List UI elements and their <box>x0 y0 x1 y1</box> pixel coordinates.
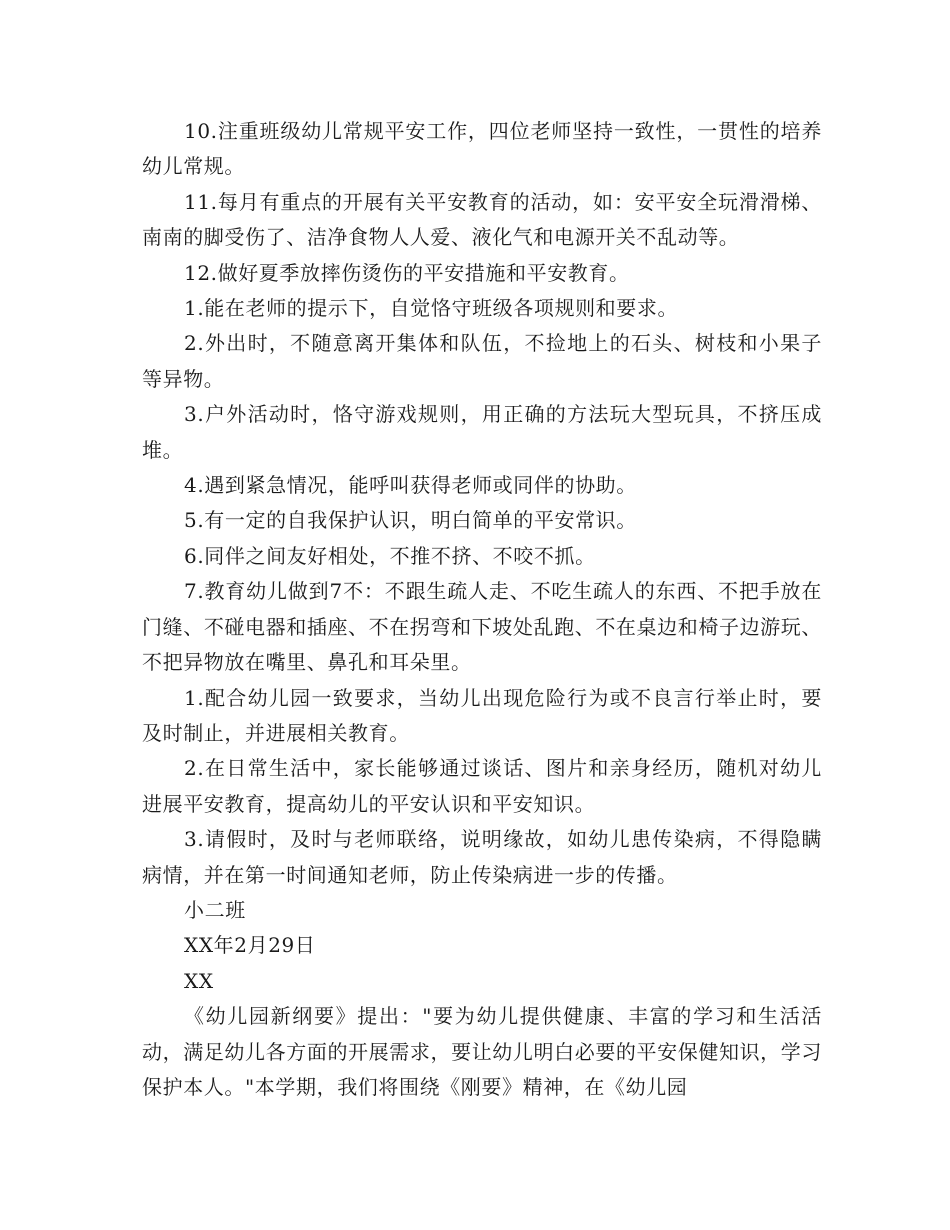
intro-paragraph: 《幼儿园新纲要》提出："要为幼儿提供健康、丰富的学习和生活活动，满足幼儿各方面的开展需求，要让幼儿明白必要的平安保健知识，学习保护本人。"本学期，我们将围绕《刚要》精神，在《幼儿园 <box>142 1004 822 1099</box>
document-body <box>142 114 822 1105</box>
child-rule-6: 6.同伴之间友好相处，不推不挤、不咬不抓。 <box>184 543 596 568</box>
class-name: 小二班 <box>184 897 246 922</box>
author-line: XX <box>184 968 214 993</box>
child-rule-4: 4.遇到紧急情况，能呼叫获得老师或同伴的协助。 <box>184 473 637 498</box>
child-rule-5: 5.有一定的自我保护认识，明白简单的平安常识。 <box>184 508 637 533</box>
child-rule-3: 3.户外活动时，恪守游戏规则，用正确的方法玩大型玩具，不挤压成堆。 <box>142 402 822 462</box>
child-rule-2: 2.外出时，不随意离开集体和队伍，不捡地上的石头、树枝和小果子等异物。 <box>142 331 822 391</box>
paragraph-item-10: 10.注重班级幼儿常规平安工作，四位老师坚持一致性，一贯性的培养幼儿常规。 <box>142 119 822 179</box>
parent-rule-3: 3.请假时，及时与老师联络，说明缘故，如幼儿患传染病，不得隐瞒病情，并在第一时间通知老师，防止传染病进一步的传播。 <box>142 827 822 887</box>
paragraph-item-12: 12.做好夏季放摔伤烫伤的平安措施和平安教育。 <box>184 260 630 285</box>
child-rule-1: 1.能在老师的提示下，自觉恪守班级各项规则和要求。 <box>184 296 679 321</box>
parent-rule-2: 2.在日常生活中，家长能够通过谈话、图片和亲身经历，随机对幼儿进展平安教育，提高幼儿的平安认识和平安知识。 <box>142 756 822 816</box>
document-date: XX年2月29日 <box>184 933 316 958</box>
parent-rule-1: 1.配合幼儿园一致要求，当幼儿出现危险行为或不良言行举止时，要及时制止，并进展相关教育。 <box>142 685 822 745</box>
child-rule-7: 7.教育幼儿做到7不：不跟生疏人走、不吃生疏人的东西、不把手放在门缝、不碰电器和插座、不在拐弯和下坡处乱跑、不在桌边和椅子边游玩、不把异物放在嘴里、鼻孔和耳朵里。 <box>142 579 822 675</box>
paragraph-item-11: 11.每月有重点的开展有关平安教育的活动，如：安平安全玩滑滑梯、南南的脚受伤了、洁净食物人人爱、液化气和电源开关不乱动等。 <box>142 189 822 250</box>
